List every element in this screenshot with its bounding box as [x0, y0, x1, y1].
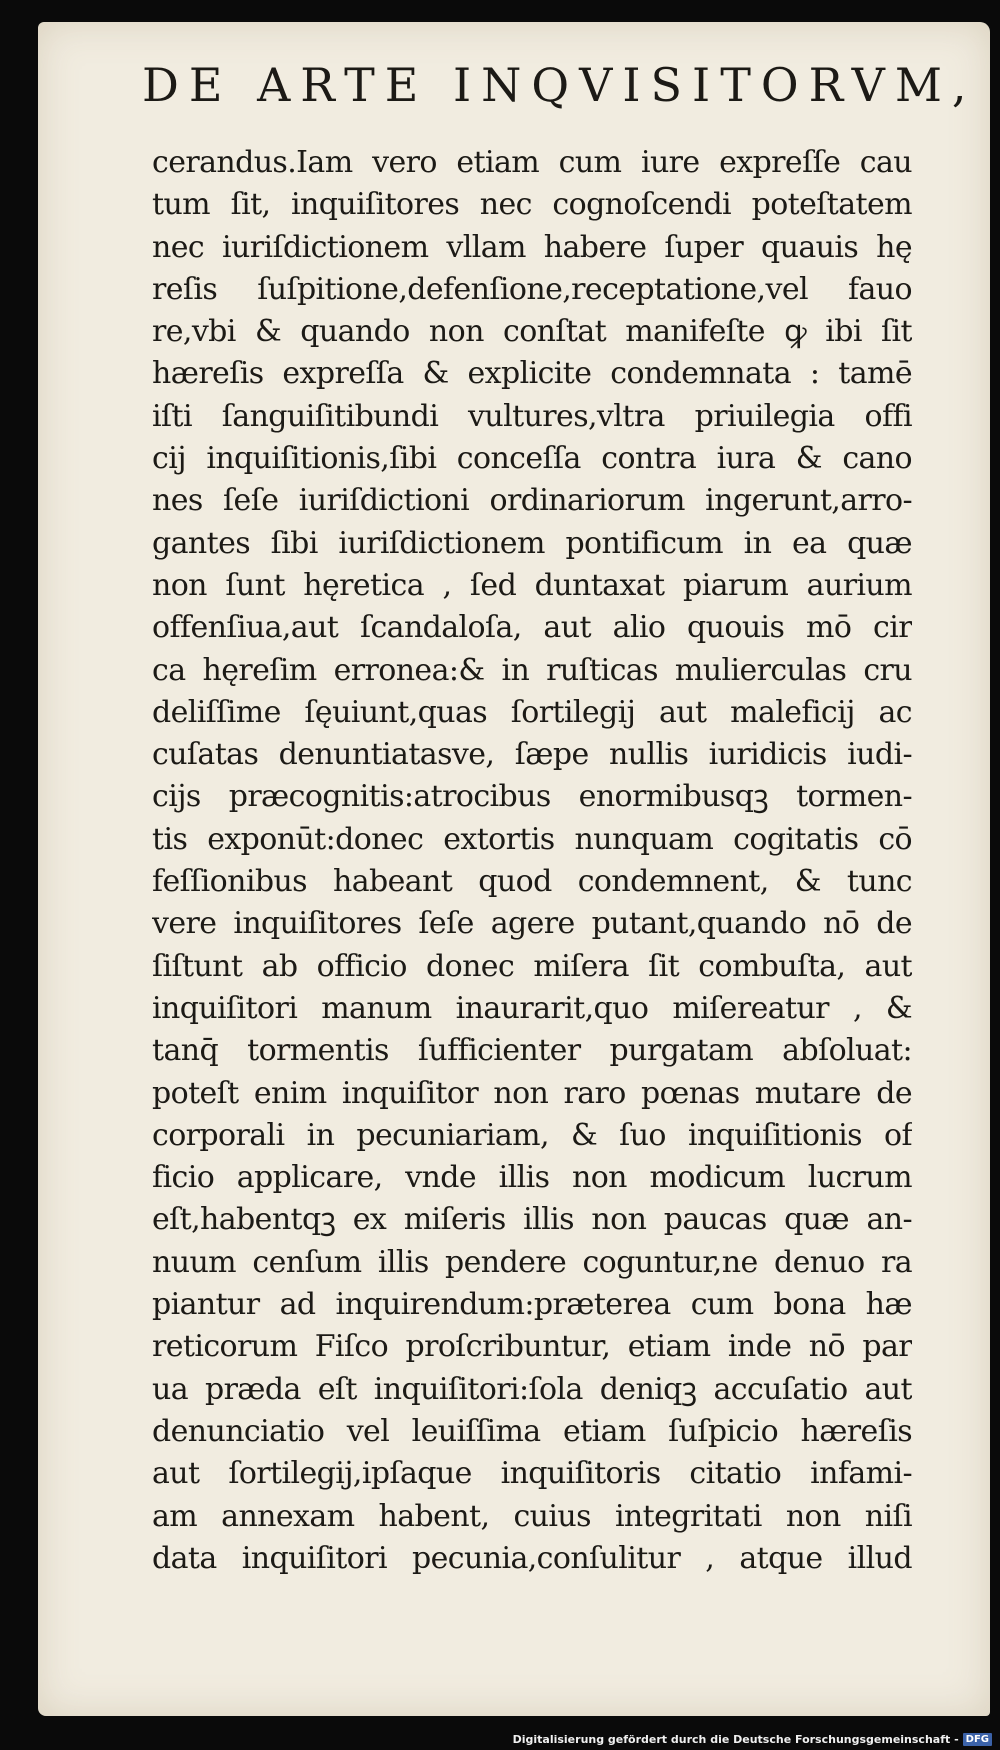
- text-line-4: reſis ſuſpitione,defenſione,receptatione,vel fauo: [152, 271, 912, 307]
- text-line-23: poteſt enim inquiſitor non raro pœnas mutare de: [152, 1075, 912, 1111]
- text-line-21: inquiſitori manum inaurarit,quo miſereatur , &: [152, 990, 912, 1026]
- text-line-19: vere inquiſitores ſeſe agere putant,quando nō de: [152, 906, 912, 942]
- text-line-6: hæreſis expreſſa & explicite condemnata : tamē: [152, 356, 912, 392]
- text-line-2: tum ſit, inquiſitores nec cognoſcendi poteſtatem: [152, 187, 912, 223]
- text-line-33: am annexam habent, cuius integritati non niſi: [152, 1498, 912, 1534]
- text-line-29: reticorum Fiſco proſcribuntur, etiam inde nō par: [152, 1329, 912, 1365]
- text-line-14: deliſſime ſęuiunt,quas ſortilegij aut maleficij ac: [152, 694, 912, 730]
- text-line-34: data inquiſitori pecunia,conſulitur , atque illud: [152, 1540, 912, 1576]
- dfg-logo: DFG: [963, 1733, 992, 1746]
- text-line-28: piantur ad inquirendum:præterea cum bona hæ: [152, 1287, 912, 1323]
- text-line-12: offenſiua,aut ſcandaloſa, aut alio quouis mō cir: [152, 610, 912, 646]
- digitization-credit: [513, 1733, 992, 1746]
- text-line-8: cij inquiſitionis,ſibi conceſſa contra iura & cano: [152, 441, 912, 477]
- text-line-26: eſt,habentqꝫ ex miſeris illis non paucas quæ an-: [152, 1202, 912, 1238]
- text-line-7: iſti ſanguiſitibundi vultures,vltra priuilegia offi: [152, 398, 912, 434]
- text-line-5: re,vbi & quando non conſtat manifeſte ꝙ ibi ſit: [152, 314, 912, 350]
- text-line-18: feſſionibus habeant quod condemnent, & tunc: [152, 864, 912, 900]
- text-line-16: cijs præcognitis:atrocibus enormibusqꝫ tormen-: [152, 779, 912, 815]
- text-line-15: cuſatas denuntiatasve, ſæpe nullis iuridicis iudi-: [152, 737, 912, 773]
- text-line-3: nec iuriſdictionem vllam habere ſuper quauis hę: [152, 229, 912, 265]
- text-line-17: tis exponūt:donec extortis nunquam cogitatis cō: [152, 821, 912, 857]
- text-line-22: tanq̄ tormentis ſufficienter purgatam abſoluat:: [152, 1033, 912, 1069]
- text-block: [152, 142, 912, 1580]
- running-head: DE ARTE INQVISITORVM,: [142, 58, 977, 112]
- text-line-1: cerandus.Iam vero etiam cum iure expreſſe cau: [152, 145, 912, 180]
- text-line-24: corporali in pecuniariam, & ſuo inquiſitionis of: [152, 1117, 912, 1153]
- text-line-9: nes ſeſe iuriſdictioni ordinariorum ingerunt,arro-: [152, 483, 912, 519]
- text-line-11: non ſunt hęretica , ſed duntaxat piarum aurium: [152, 567, 912, 603]
- text-line-30: ua præda eſt inquiſitori:ſola deniqꝫ accuſatio aut: [152, 1371, 912, 1407]
- text-line-32: aut ſortilegij,ipſaque inquiſitoris citatio infami-: [152, 1456, 912, 1492]
- text-line-20: ſiſtunt ab officio donec miſera ſit combuſta, aut: [152, 948, 912, 984]
- credit-text: Digitalisierung gefördert durch die Deutsche Forschungsgemeinschaft -: [512, 1733, 959, 1746]
- text-line-27: nuum cenſum illis pendere coguntur,ne denuo ra: [152, 1244, 912, 1280]
- text-line-10: gantes ſibi iuriſdictionem pontificum in ea quæ: [152, 525, 912, 561]
- text-line-25: ficio applicare, vnde illis non modicum lucrum: [152, 1160, 912, 1196]
- text-line-13: ca hęreſim erronea:& in ruſticas mulierculas cru: [152, 652, 912, 688]
- text-line-31: denunciatio vel leuiſſima etiam ſuſpicio hæreſis: [152, 1413, 912, 1449]
